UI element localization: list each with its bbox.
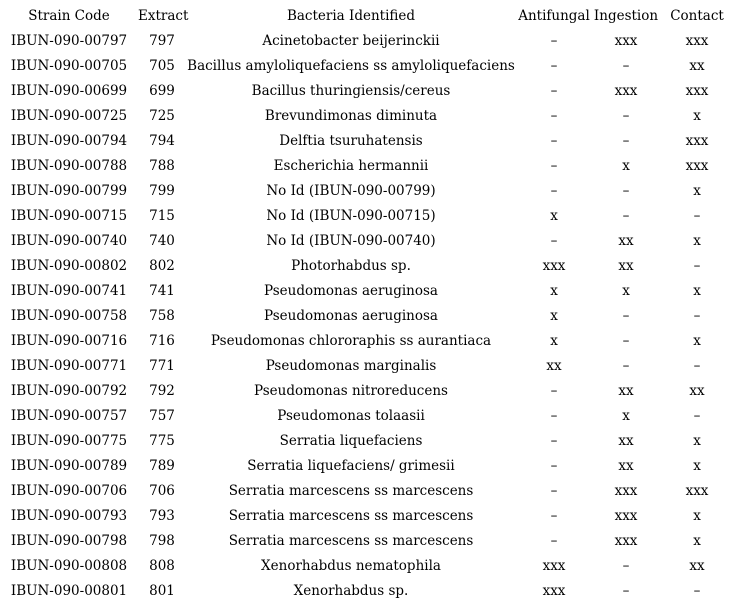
cell-contact: xxx (685, 158, 709, 174)
table-row (0, 129, 734, 154)
cell-antifungal: – (550, 458, 558, 474)
cell-bacteria: Pseudomonas aeruginosa (264, 308, 438, 324)
cell-antifungal: x (550, 208, 558, 224)
cell-extract: 741 (149, 283, 175, 299)
cell-bacteria: Pseudomonas marginalis (265, 358, 437, 374)
cell-antifungal: xx (546, 358, 562, 374)
cell-strain-code: IBUN-090-00715 (10, 208, 128, 224)
cell-bacteria: Serratia marcescens ss marcescens (228, 483, 474, 499)
table-row (0, 179, 734, 204)
table-row (0, 254, 734, 279)
cell-bacteria: Serratia marcescens ss marcescens (228, 508, 474, 524)
cell-bacteria: Pseudomonas aeruginosa (264, 283, 438, 299)
table-row (0, 579, 734, 604)
cell-antifungal: – (550, 133, 558, 149)
cell-bacteria: Acinetobacter beijerinckii (262, 33, 440, 49)
cell-ingestion: – (622, 58, 630, 74)
table-row (0, 529, 734, 554)
cell-antifungal: xxx (542, 258, 566, 274)
cell-contact: – (693, 408, 701, 424)
cell-extract: 794 (149, 133, 175, 149)
cell-strain-code: IBUN-090-00705 (10, 58, 128, 74)
cell-strain-code: IBUN-090-00741 (10, 283, 128, 299)
table-row (0, 354, 734, 379)
cell-ingestion: xxx (614, 508, 638, 524)
cell-bacteria: Pseudomonas chlororaphis ss aurantiaca (210, 333, 492, 349)
cell-strain-code: IBUN-090-00725 (10, 108, 128, 124)
cell-strain-code: IBUN-090-00699 (10, 83, 128, 99)
cell-strain-code: IBUN-090-00716 (10, 333, 128, 349)
cell-contact: xxx (685, 483, 709, 499)
cell-contact: xxx (685, 133, 709, 149)
bioassay-results-table (0, 4, 734, 604)
cell-antifungal: – (550, 108, 558, 124)
cell-strain-code: IBUN-090-00740 (10, 233, 128, 249)
cell-extract: 699 (149, 83, 175, 99)
cell-strain-code: IBUN-090-00798 (10, 533, 128, 549)
cell-strain-code: IBUN-090-00788 (10, 158, 128, 174)
table-row (0, 329, 734, 354)
cell-ingestion: – (622, 133, 630, 149)
cell-extract: 705 (149, 58, 175, 74)
cell-extract: 771 (149, 358, 175, 374)
cell-contact: xx (689, 58, 705, 74)
cell-contact: x (693, 233, 701, 249)
cell-antifungal: x (550, 283, 558, 299)
cell-ingestion: xxx (614, 83, 638, 99)
cell-extract: 801 (149, 583, 175, 599)
cell-bacteria: Delftia tsuruhatensis (279, 133, 423, 149)
cell-antifungal: – (550, 408, 558, 424)
cell-contact: x (693, 433, 701, 449)
table-row (0, 479, 734, 504)
cell-bacteria: No Id (IBUN-090-00799) (266, 183, 436, 199)
cell-ingestion: xx (618, 233, 634, 249)
cell-ingestion: – (622, 208, 630, 224)
cell-antifungal: – (550, 383, 558, 399)
cell-ingestion: xx (618, 433, 634, 449)
cell-contact: xx (689, 558, 705, 574)
cell-antifungal: – (550, 183, 558, 199)
cell-ingestion: x (622, 283, 630, 299)
cell-ingestion: – (622, 308, 630, 324)
table-row (0, 229, 734, 254)
table-row (0, 54, 734, 79)
table-row (0, 29, 734, 54)
cell-contact: – (693, 358, 701, 374)
cell-contact: x (693, 333, 701, 349)
cell-strain-code: IBUN-090-00802 (10, 258, 128, 274)
cell-contact: x (693, 183, 701, 199)
table-row (0, 404, 734, 429)
cell-extract: 757 (149, 408, 175, 424)
cell-extract: 715 (149, 208, 175, 224)
cell-antifungal: – (550, 83, 558, 99)
cell-antifungal: – (550, 533, 558, 549)
cell-antifungal: x (550, 308, 558, 324)
cell-extract: 802 (149, 258, 175, 274)
table-row (0, 554, 734, 579)
cell-strain-code: IBUN-090-00799 (10, 183, 128, 199)
table-row (0, 429, 734, 454)
cell-strain-code: IBUN-090-00775 (10, 433, 128, 449)
header-row (0, 4, 734, 29)
cell-bacteria: Serratia marcescens ss marcescens (228, 533, 474, 549)
cell-ingestion: xxx (614, 533, 638, 549)
cell-ingestion: x (622, 158, 630, 174)
cell-extract: 706 (149, 483, 175, 499)
col-header-ingestion: Ingestion (593, 8, 659, 24)
cell-antifungal: xxx (542, 558, 566, 574)
cell-strain-code: IBUN-090-00771 (10, 358, 128, 374)
col-header-contact: Contact (670, 8, 724, 24)
cell-extract: 792 (149, 383, 175, 399)
cell-bacteria: No Id (IBUN-090-00715) (266, 208, 436, 224)
cell-antifungal: – (550, 58, 558, 74)
cell-strain-code: IBUN-090-00794 (10, 133, 128, 149)
cell-ingestion: – (622, 183, 630, 199)
table-row (0, 379, 734, 404)
cell-antifungal: xxx (542, 583, 566, 599)
cell-extract: 789 (149, 458, 175, 474)
cell-bacteria: Xenorhabdus sp. (293, 583, 409, 599)
cell-contact: – (693, 583, 701, 599)
table-row (0, 304, 734, 329)
cell-ingestion: – (622, 558, 630, 574)
cell-extract: 793 (149, 508, 175, 524)
cell-extract: 740 (149, 233, 175, 249)
cell-contact: – (693, 258, 701, 274)
cell-bacteria: Xenorhabdus nematophila (261, 558, 441, 574)
cell-ingestion: – (622, 358, 630, 374)
cell-bacteria: Bacillus amyloliquefaciens ss amyloliquefaciens (187, 58, 515, 74)
cell-contact: xxx (685, 33, 709, 49)
col-header-bacteria-identified: Bacteria Identified (286, 8, 416, 24)
cell-ingestion: xx (618, 258, 634, 274)
cell-ingestion: xxx (614, 33, 638, 49)
cell-contact: x (693, 108, 701, 124)
cell-extract: 758 (149, 308, 175, 324)
col-header-extract: Extract (138, 8, 189, 24)
cell-contact: xxx (685, 83, 709, 99)
cell-bacteria: Pseudomonas tolaasii (277, 408, 425, 424)
cell-contact: – (693, 208, 701, 224)
cell-strain-code: IBUN-090-00797 (10, 33, 128, 49)
cell-antifungal: – (550, 158, 558, 174)
cell-ingestion: xx (618, 383, 634, 399)
cell-extract: 797 (149, 33, 175, 49)
table-body (0, 29, 734, 604)
cell-antifungal: – (550, 233, 558, 249)
cell-contact: xx (689, 383, 705, 399)
cell-strain-code: IBUN-090-00789 (10, 458, 128, 474)
table-row (0, 454, 734, 479)
cell-strain-code: IBUN-090-00808 (10, 558, 128, 574)
cell-strain-code: IBUN-090-00793 (10, 508, 128, 524)
cell-antifungal: – (550, 483, 558, 499)
cell-extract: 716 (149, 333, 175, 349)
cell-antifungal: – (550, 433, 558, 449)
cell-ingestion: xx (618, 458, 634, 474)
cell-bacteria: Pseudomonas nitroreducens (254, 383, 448, 399)
cell-extract: 725 (149, 108, 175, 124)
cell-strain-code: IBUN-090-00801 (10, 583, 128, 599)
cell-strain-code: IBUN-090-00792 (10, 383, 128, 399)
cell-antifungal: – (550, 508, 558, 524)
cell-bacteria: Bacillus thuringiensis/cereus (251, 83, 451, 99)
col-header-antifungal: Antifungal (518, 8, 590, 24)
table-row (0, 79, 734, 104)
cell-antifungal: x (550, 333, 558, 349)
table-row (0, 504, 734, 529)
table-row (0, 154, 734, 179)
table-row (0, 204, 734, 229)
table-row (0, 279, 734, 304)
cell-bacteria: Serratia liquefaciens/ grimesii (247, 458, 455, 474)
cell-extract: 788 (149, 158, 175, 174)
cell-bacteria: Brevundimonas diminuta (264, 108, 438, 124)
cell-contact: – (693, 308, 701, 324)
cell-contact: x (693, 533, 701, 549)
cell-strain-code: IBUN-090-00706 (10, 483, 128, 499)
cell-extract: 808 (149, 558, 175, 574)
cell-extract: 775 (149, 433, 175, 449)
cell-antifungal: – (550, 33, 558, 49)
cell-bacteria: Escherichia hermannii (273, 158, 429, 174)
col-header-strain-code: Strain Code (28, 8, 110, 24)
cell-strain-code: IBUN-090-00758 (10, 308, 128, 324)
cell-contact: x (693, 508, 701, 524)
cell-ingestion: x (622, 408, 630, 424)
cell-ingestion: – (622, 583, 630, 599)
cell-ingestion: xxx (614, 483, 638, 499)
cell-bacteria: No Id (IBUN-090-00740) (266, 233, 436, 249)
cell-bacteria: Photorhabdus sp. (291, 258, 411, 274)
cell-strain-code: IBUN-090-00757 (10, 408, 128, 424)
cell-bacteria: Serratia liquefaciens (279, 433, 423, 449)
cell-extract: 798 (149, 533, 175, 549)
table-row (0, 104, 734, 129)
cell-contact: x (693, 283, 701, 299)
cell-ingestion: – (622, 108, 630, 124)
cell-extract: 799 (149, 183, 175, 199)
cell-contact: x (693, 458, 701, 474)
cell-ingestion: – (622, 333, 630, 349)
